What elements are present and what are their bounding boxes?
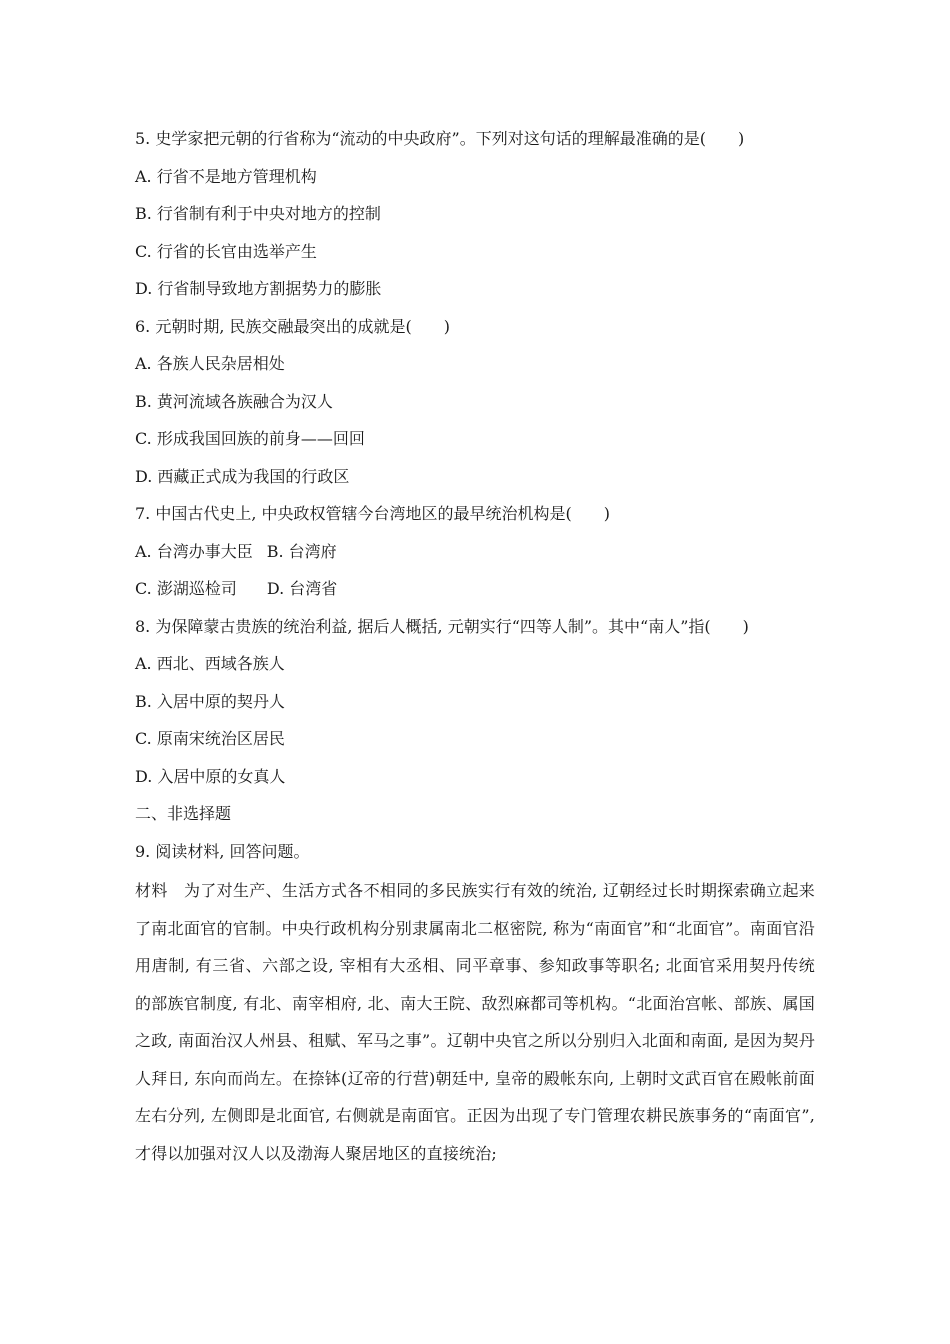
question-6-option-b: B. 黄河流域各族融合为汉人 xyxy=(135,391,333,411)
question-7-stem: 7. 中国古代史上, 中央政权管辖今台湾地区的最早统治机构是( ) xyxy=(135,504,611,523)
question-8-option-c: C. 原南宋统治区居民 xyxy=(135,729,285,748)
question-6-option-d: D. 西藏正式成为我国的行政区 xyxy=(135,466,350,486)
question-9-stem: 9. 阅读材料, 回答问题。 xyxy=(135,841,310,861)
question-5-stem: 5. 史学家把元朝的行省称为“流动的中央政府”。下列对这句话的理解最准确的是( ) xyxy=(135,129,745,148)
question-8-option-a: A. 西北、西域各族人 xyxy=(135,654,285,673)
question-7-option-d: D. 台湾省 xyxy=(266,579,338,598)
document-page xyxy=(135,122,815,1172)
question-6-option-a: A. 各族人民杂居相处 xyxy=(135,354,285,373)
question-5-option-a: A. 行省不是地方管理机构 xyxy=(135,166,317,186)
section-heading-non-choice: 二、非选择题 xyxy=(135,804,232,823)
question-7-options-row-1 xyxy=(135,535,815,573)
question-7-option-c: C. 澎湖巡检司 xyxy=(135,579,237,598)
question-5-option-c: C. 行省的长官由选举产生 xyxy=(135,241,317,261)
question-5-option-d: D. 行省制导致地方割据势力的膨胀 xyxy=(135,279,382,298)
question-5-option-b: B. 行省制有利于中央对地方的控制 xyxy=(135,204,381,223)
question-8-option-b: B. 入居中原的契丹人 xyxy=(135,691,285,711)
question-9-material: 材料 为了对生产、生活方式各不相同的多民族实行有效的统治, 辽朝经过长时期探索确立起来了南北面官的官制。中央行政机构分别隶属南北二枢密院, 称为“南面官”和“北面官”。南面官沿用唐制, 有三省、六部之设, 宰相有大丞相、同平章事、参知政事等职名; 北面官采用契丹传统的部族官制度, 有北、南宰相府, 北、南大王院、敌烈麻都司等机构。“北面治宫帐、部族、属国之政, 南面治汉人州县、租赋、军马之事”。辽朝中央官之所以分别归入北面和南面, 是因为契丹人拜日, 东向而尚左。在捺钵(辽帝的行营)朝廷中, 皇帝的殿帐东向, 上朝时文武百官在殿帐前面左右分列, 左侧即是北面官, 右侧就是南面官。正因为出现了专门管理农耕民族事务的“南面官”, 才得以加强对汉人以及渤海人聚居地区的直接统治; xyxy=(135,881,815,1163)
question-6-stem: 6. 元朝时期, 民族交融最突出的成就是( ) xyxy=(135,316,451,336)
question-8-option-d: D. 入居中原的女真人 xyxy=(135,766,286,786)
question-7-option-a: A. 台湾办事大臣 xyxy=(135,541,253,561)
question-7-option-b: B. 台湾府 xyxy=(266,541,337,561)
question-8-stem: 8. 为保障蒙古贵族的统治利益, 据后人概括, 元朝实行“四等人制”。其中“南人”指( ) xyxy=(135,616,749,636)
question-7-options-row-2 xyxy=(135,572,815,610)
question-6-option-c: C. 形成我国回族的前身——回回 xyxy=(135,429,365,448)
